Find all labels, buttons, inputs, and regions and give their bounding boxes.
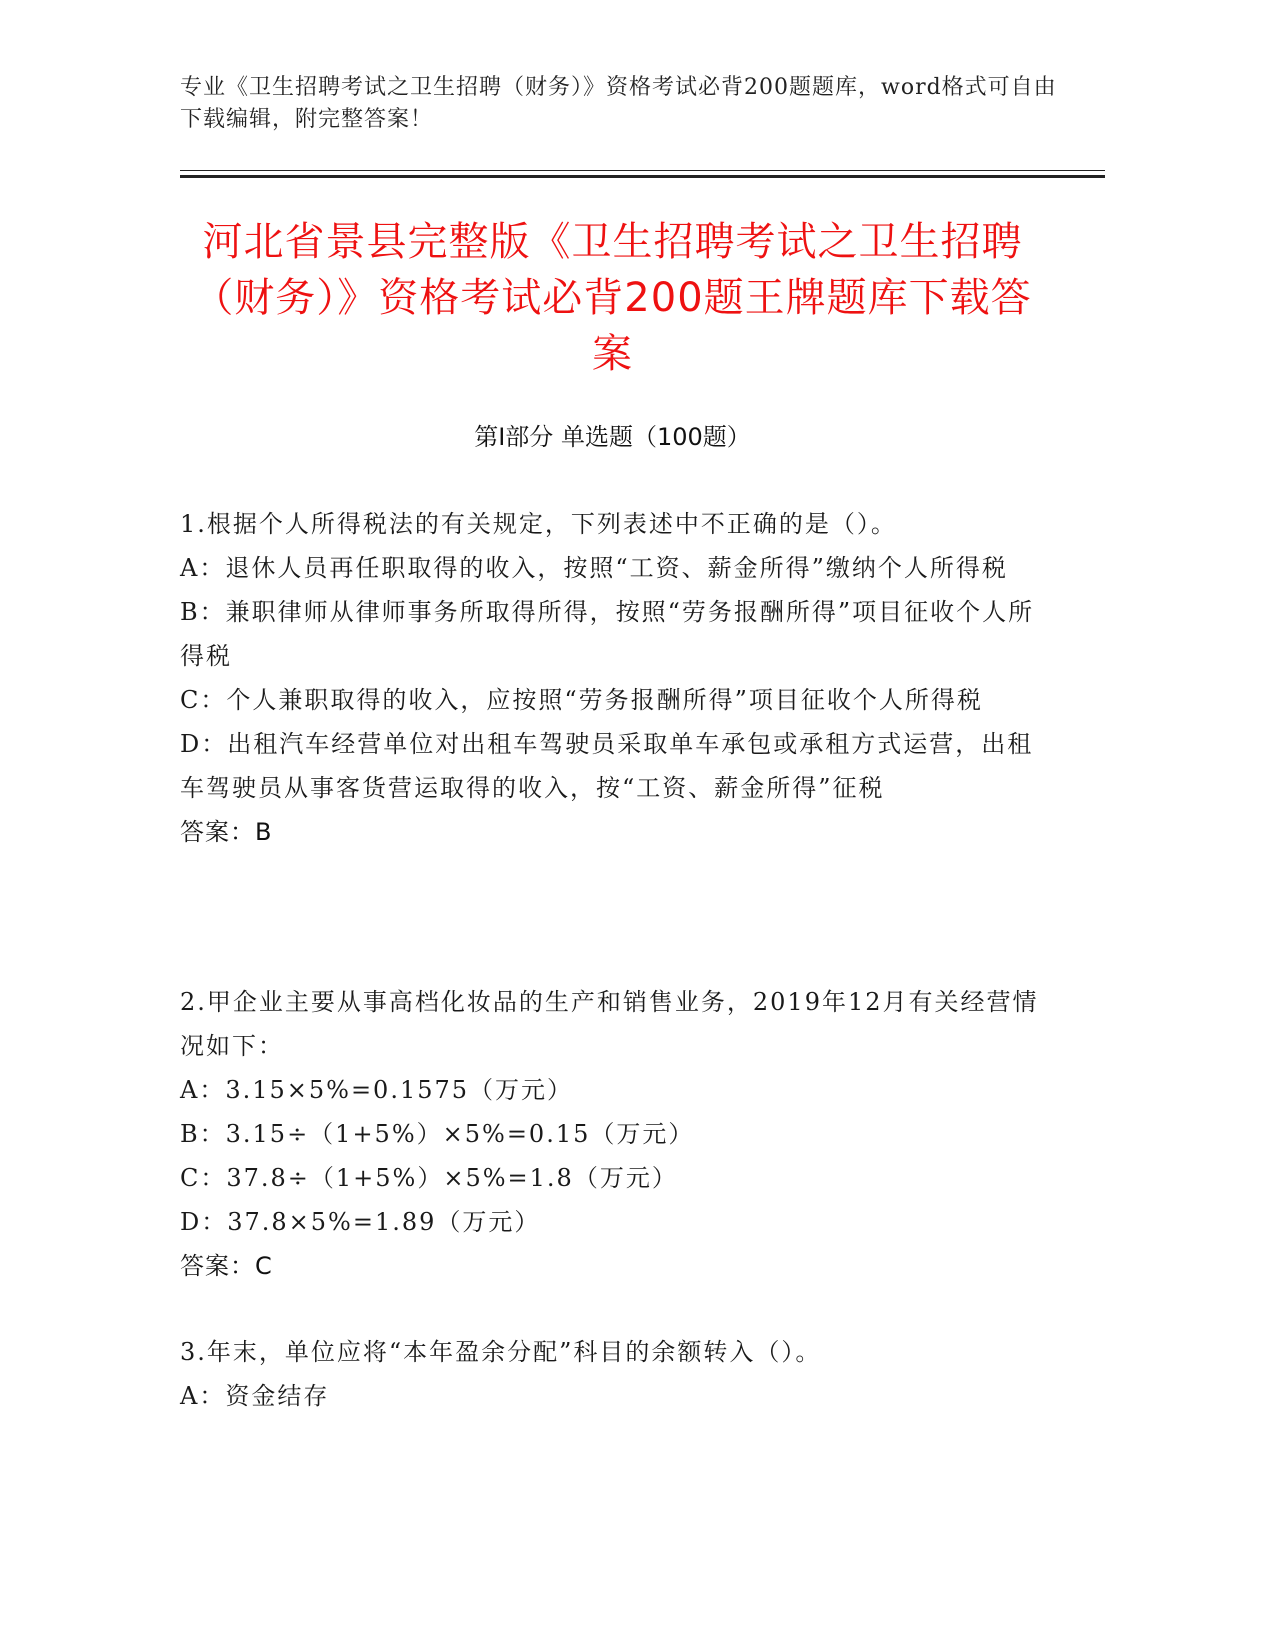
option-a: A：退休人员再任职取得的收入，按照“工资、薪金所得”缴纳个人所得税 (180, 554, 1008, 582)
header-rule-thin (180, 170, 1105, 171)
question-stem: 3.年末，单位应将“本年盈余分配”科目的余额转入（）。 (180, 1338, 822, 1366)
section-heading: 第I部分 单选题（100题） (474, 423, 751, 451)
header-rule-thick (180, 175, 1105, 178)
question-2 (180, 980, 1045, 1288)
option-c: C：37.8÷（1+5%）×5%=1.8（万元） (180, 1164, 678, 1192)
header-note: 专业《卫生招聘考试之卫生招聘（财务）》资格考试必背200题题库，word格式可自由下载编辑，附完整答案！ (180, 75, 1057, 132)
document-title: 河北省景县完整版《卫生招聘考试之卫生招聘（财务）》资格考试必背200题王牌题库下载答案 (193, 219, 1032, 377)
option-a: A：3.15×5%=0.1575（万元） (180, 1076, 574, 1104)
question-1 (180, 502, 1045, 854)
option-a: A：资金结存 (180, 1382, 330, 1410)
question-stem: 1.根据个人所得税法的有关规定，下列表述中不正确的是（）。 (180, 510, 897, 538)
option-d: D：出租汽车经营单位对出租车驾驶员采取单车承包或承租方式运营，出租车驾驶员从事客货营运取得的收入，按“工资、薪金所得”征税 (180, 730, 1034, 802)
answer-label: 答案：B (180, 818, 273, 846)
option-c: C：个人兼职取得的收入，应按照“劳务报酬所得”项目征收个人所得税 (180, 686, 983, 714)
question-stem: 2.甲企业主要从事高档化妆品的生产和销售业务，2019年12月有关经营情况如下： (180, 988, 1039, 1060)
question-3 (180, 1330, 1045, 1418)
option-d: D：37.8×5%=1.89（万元） (180, 1208, 541, 1236)
option-b: B：兼职律师从律师事务所取得所得，按照“劳务报酬所得”项目征收个人所得税 (180, 598, 1035, 670)
option-b: B：3.15÷（1+5%）×5%=0.15（万元） (180, 1120, 695, 1148)
answer-label: 答案：C (180, 1252, 273, 1280)
